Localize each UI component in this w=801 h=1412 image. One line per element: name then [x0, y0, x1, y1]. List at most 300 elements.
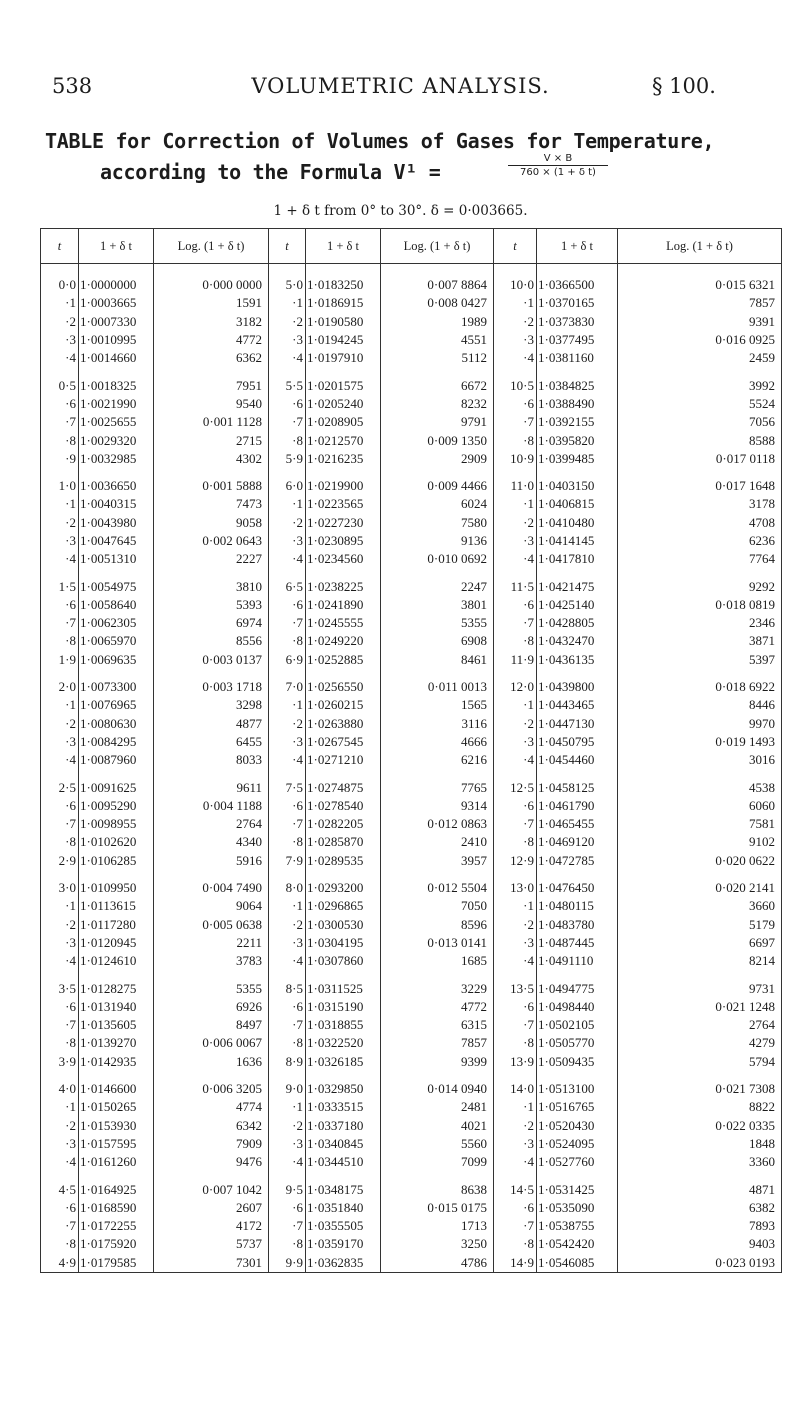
temp-cell: ·6 — [269, 998, 306, 1016]
temp-cell: ·2 — [41, 715, 79, 733]
table-row — [41, 614, 782, 632]
temp-cell: ·4 — [269, 751, 306, 769]
table-body — [41, 264, 782, 1273]
log-cell: 0·002 0643 — [154, 532, 269, 550]
table-row — [41, 815, 782, 833]
factor-cell: 1·0311525 — [306, 970, 381, 997]
table-row — [41, 916, 782, 934]
table-row — [41, 651, 782, 669]
table-row — [41, 495, 782, 513]
log-cell: 4021 — [381, 1116, 494, 1134]
table-row — [41, 349, 782, 367]
log-cell: 5916 — [154, 852, 269, 870]
log-cell: 9136 — [381, 532, 494, 550]
factor-cell: 1·0230895 — [306, 532, 381, 550]
factor-cell: 1·0469120 — [537, 833, 618, 851]
factor-cell: 1·0069635 — [79, 651, 154, 669]
log-cell: 1591 — [154, 294, 269, 312]
table-row — [41, 514, 782, 532]
factor-cell: 1·0461790 — [537, 797, 618, 815]
log-cell: 6315 — [381, 1016, 494, 1034]
running-title: VOLUMETRIC ANALYSIS. — [251, 74, 550, 98]
table-range-note: 1 + δ t from 0° to 30°. δ = 0·003665. — [273, 203, 528, 219]
factor-cell: 1·0120945 — [79, 934, 154, 952]
log-cell: 8588 — [618, 431, 782, 449]
temp-cell: 8·0 — [269, 870, 306, 897]
log-cell: 0·019 1493 — [618, 733, 782, 751]
temp-cell: ·3 — [41, 934, 79, 952]
log-cell: 6060 — [618, 797, 782, 815]
log-cell: 5737 — [154, 1235, 269, 1253]
log-cell: 2346 — [618, 614, 782, 632]
factor-cell: 1·0205240 — [306, 395, 381, 413]
log-cell: 4772 — [381, 998, 494, 1016]
temp-cell: 12·9 — [494, 852, 537, 870]
log-cell: 0·007 8864 — [381, 264, 494, 295]
table-row — [41, 797, 782, 815]
log-cell: 7099 — [381, 1153, 494, 1171]
temp-cell: ·8 — [41, 1034, 79, 1052]
col-header-log: Log. (1 + δ t) — [618, 229, 782, 264]
log-cell: 3801 — [381, 596, 494, 614]
log-cell: 0·015 6321 — [618, 264, 782, 295]
factor-cell: 1·0351840 — [306, 1199, 381, 1217]
factor-cell: 1·0131940 — [79, 998, 154, 1016]
table-row — [41, 367, 782, 394]
log-cell: 3229 — [381, 970, 494, 997]
temp-cell: ·8 — [41, 431, 79, 449]
log-cell: 0·000 0000 — [154, 264, 269, 295]
factor-cell: 1·0278540 — [306, 797, 381, 815]
factor-cell: 1·0219900 — [306, 468, 381, 495]
temp-cell: ·8 — [41, 632, 79, 650]
temp-cell: ·7 — [494, 614, 537, 632]
factor-cell: 1·0150265 — [79, 1098, 154, 1116]
factor-cell: 1·0513100 — [537, 1071, 618, 1098]
factor-cell: 1·0509435 — [537, 1053, 618, 1071]
table-row — [41, 331, 782, 349]
log-cell: 1565 — [381, 696, 494, 714]
log-cell: 9064 — [154, 897, 269, 915]
temp-cell: ·2 — [269, 1116, 306, 1134]
log-cell: 0·018 0819 — [618, 596, 782, 614]
temp-cell: ·3 — [494, 532, 537, 550]
temp-cell: ·1 — [494, 495, 537, 513]
factor-cell: 1·0458125 — [537, 769, 618, 796]
log-cell: 6236 — [618, 532, 782, 550]
temp-cell: ·7 — [494, 1016, 537, 1034]
temp-cell: 2·5 — [41, 769, 79, 796]
log-cell: 2764 — [618, 1016, 782, 1034]
temp-cell: ·3 — [269, 1135, 306, 1153]
factor-cell: 1·0109950 — [79, 870, 154, 897]
temp-cell: ·6 — [494, 797, 537, 815]
factor-cell: 1·0007330 — [79, 313, 154, 331]
log-cell: 2764 — [154, 815, 269, 833]
factor-cell: 1·0491110 — [537, 952, 618, 970]
temp-cell: 7·5 — [269, 769, 306, 796]
factor-cell: 1·0472785 — [537, 852, 618, 870]
temp-cell: 8·9 — [269, 1053, 306, 1071]
factor-cell: 1·0040315 — [79, 495, 154, 513]
factor-cell: 1·0282205 — [306, 815, 381, 833]
temp-cell: ·1 — [494, 294, 537, 312]
temp-cell: 7·0 — [269, 669, 306, 696]
factor-cell: 1·0454460 — [537, 751, 618, 769]
factor-cell: 1·0447130 — [537, 715, 618, 733]
log-cell: 3992 — [618, 367, 782, 394]
factor-cell: 1·0333515 — [306, 1098, 381, 1116]
factor-cell: 1·0505770 — [537, 1034, 618, 1052]
table-row — [41, 568, 782, 595]
log-cell: 9058 — [154, 514, 269, 532]
temp-cell: ·3 — [269, 934, 306, 952]
temp-cell: ·6 — [41, 395, 79, 413]
log-cell: 7473 — [154, 495, 269, 513]
temp-cell: ·2 — [494, 313, 537, 331]
log-cell: 8446 — [618, 696, 782, 714]
factor-cell: 1·0344510 — [306, 1153, 381, 1171]
log-cell: 8822 — [618, 1098, 782, 1116]
temp-cell: ·6 — [41, 1199, 79, 1217]
temp-cell: ·2 — [494, 916, 537, 934]
factor-cell: 1·0406815 — [537, 495, 618, 513]
log-cell: 2481 — [381, 1098, 494, 1116]
temp-cell: ·3 — [269, 733, 306, 751]
temp-cell: ·1 — [269, 495, 306, 513]
log-cell: 0·014 0940 — [381, 1071, 494, 1098]
factor-cell: 1·0520430 — [537, 1116, 618, 1134]
log-cell: 5112 — [381, 349, 494, 367]
factor-cell: 1·0032985 — [79, 450, 154, 468]
temp-cell: 11·0 — [494, 468, 537, 495]
factor-cell: 1·0245555 — [306, 614, 381, 632]
log-cell: 9391 — [618, 313, 782, 331]
factor-cell: 1·0029320 — [79, 431, 154, 449]
log-cell: 5560 — [381, 1135, 494, 1153]
factor-cell: 1·0538755 — [537, 1217, 618, 1235]
log-cell: 7857 — [618, 294, 782, 312]
temp-cell: 0·5 — [41, 367, 79, 394]
temp-cell: 9·5 — [269, 1171, 306, 1198]
log-cell: 6382 — [618, 1199, 782, 1217]
temp-cell: ·1 — [269, 1098, 306, 1116]
table-row — [41, 413, 782, 431]
temp-cell: ·3 — [41, 1135, 79, 1153]
temp-cell: ·7 — [41, 815, 79, 833]
temp-cell: ·3 — [494, 733, 537, 751]
temp-cell: ·6 — [41, 596, 79, 614]
col-header-log: Log. (1 + δ t) — [381, 229, 494, 264]
temp-cell: ·1 — [41, 1098, 79, 1116]
factor-cell: 1·0443465 — [537, 696, 618, 714]
table-header-row — [41, 229, 782, 264]
temp-cell: ·2 — [494, 514, 537, 532]
temp-cell: ·8 — [41, 1235, 79, 1253]
col-header-factor: 1 + δ t — [537, 229, 618, 264]
formula-fraction — [508, 153, 608, 178]
factor-cell: 1·0300530 — [306, 916, 381, 934]
factor-cell: 1·0318855 — [306, 1016, 381, 1034]
temp-cell: ·6 — [269, 1199, 306, 1217]
col-header-t: t — [269, 229, 306, 264]
temp-cell: ·8 — [494, 1235, 537, 1253]
log-cell: 0·021 1248 — [618, 998, 782, 1016]
temp-cell: ·2 — [494, 715, 537, 733]
log-cell: 6908 — [381, 632, 494, 650]
temp-cell: ·1 — [269, 294, 306, 312]
log-cell: 6024 — [381, 495, 494, 513]
factor-cell: 1·0355505 — [306, 1217, 381, 1235]
temp-cell: ·2 — [494, 1116, 537, 1134]
temp-cell: ·4 — [494, 751, 537, 769]
temp-cell: ·7 — [494, 1217, 537, 1235]
temp-cell: ·2 — [269, 715, 306, 733]
factor-cell: 1·0476450 — [537, 870, 618, 897]
temp-cell: ·2 — [41, 313, 79, 331]
factor-cell: 1·0000000 — [79, 264, 154, 295]
table-row — [41, 450, 782, 468]
log-cell: 5393 — [154, 596, 269, 614]
log-cell: 9292 — [618, 568, 782, 595]
factor-cell: 1·0194245 — [306, 331, 381, 349]
log-cell: 0·004 7490 — [154, 870, 269, 897]
log-cell: 2211 — [154, 934, 269, 952]
log-cell: 3178 — [618, 495, 782, 513]
factor-cell: 1·0117280 — [79, 916, 154, 934]
temp-cell: ·7 — [269, 1016, 306, 1034]
factor-cell: 1·0304195 — [306, 934, 381, 952]
log-cell: 2715 — [154, 431, 269, 449]
factor-cell: 1·0483780 — [537, 916, 618, 934]
factor-cell: 1·0197910 — [306, 349, 381, 367]
temp-cell: 4·5 — [41, 1171, 79, 1198]
table-row — [41, 715, 782, 733]
temp-cell: 5·0 — [269, 264, 306, 295]
log-cell: 8214 — [618, 952, 782, 970]
log-cell: 4172 — [154, 1217, 269, 1235]
log-cell: 1685 — [381, 952, 494, 970]
log-cell: 0·007 1042 — [154, 1171, 269, 1198]
log-cell: 6697 — [618, 934, 782, 952]
log-cell: 6974 — [154, 614, 269, 632]
temp-cell: ·3 — [269, 331, 306, 349]
factor-cell: 1·0065970 — [79, 632, 154, 650]
factor-cell: 1·0439800 — [537, 669, 618, 696]
table-row — [41, 1135, 782, 1153]
factor-cell: 1·0494775 — [537, 970, 618, 997]
log-cell: 4340 — [154, 833, 269, 851]
factor-cell: 1·0087960 — [79, 751, 154, 769]
log-cell: 2247 — [381, 568, 494, 595]
log-cell: 4871 — [618, 1171, 782, 1198]
temp-cell: 2·9 — [41, 852, 79, 870]
factor-cell: 1·0399485 — [537, 450, 618, 468]
log-cell: 0·022 0335 — [618, 1116, 782, 1134]
log-cell: 5524 — [618, 395, 782, 413]
factor-cell: 1·0223565 — [306, 495, 381, 513]
table-row — [41, 1098, 782, 1116]
factor-cell: 1·0208905 — [306, 413, 381, 431]
factor-cell: 1·0095290 — [79, 797, 154, 815]
factor-cell: 1·0238225 — [306, 568, 381, 595]
table-row — [41, 1034, 782, 1052]
factor-cell: 1·0289535 — [306, 852, 381, 870]
log-cell: 5397 — [618, 651, 782, 669]
log-cell: 1636 — [154, 1053, 269, 1071]
temp-cell: ·4 — [41, 349, 79, 367]
factor-cell: 1·0249220 — [306, 632, 381, 650]
temp-cell: ·3 — [41, 331, 79, 349]
factor-cell: 1·0179585 — [79, 1254, 154, 1273]
table-row — [41, 395, 782, 413]
log-cell: 1713 — [381, 1217, 494, 1235]
temp-cell: 0·0 — [41, 264, 79, 295]
log-cell: 9403 — [618, 1235, 782, 1253]
factor-cell: 1·0498440 — [537, 998, 618, 1016]
log-cell: 4708 — [618, 514, 782, 532]
temp-cell: ·7 — [269, 413, 306, 431]
table-row — [41, 1217, 782, 1235]
log-cell: 0·009 4466 — [381, 468, 494, 495]
temp-cell: ·4 — [41, 1153, 79, 1171]
log-cell: 5355 — [154, 970, 269, 997]
factor-cell: 1·0036650 — [79, 468, 154, 495]
factor-cell: 1·0403150 — [537, 468, 618, 495]
temp-cell: ·4 — [494, 349, 537, 367]
temp-cell: 5·5 — [269, 367, 306, 394]
log-cell: 0·018 6922 — [618, 669, 782, 696]
temp-cell: ·2 — [41, 514, 79, 532]
table-row — [41, 294, 782, 312]
log-cell: 3871 — [618, 632, 782, 650]
log-cell: 3182 — [154, 313, 269, 331]
log-cell: 3783 — [154, 952, 269, 970]
log-cell: 0·006 0067 — [154, 1034, 269, 1052]
log-cell: 6672 — [381, 367, 494, 394]
log-cell: 0·015 0175 — [381, 1199, 494, 1217]
factor-cell: 1·0234560 — [306, 550, 381, 568]
log-cell: 4774 — [154, 1098, 269, 1116]
log-cell: 8461 — [381, 651, 494, 669]
log-cell: 7056 — [618, 413, 782, 431]
temp-cell: ·4 — [41, 952, 79, 970]
log-cell: 0·003 0137 — [154, 651, 269, 669]
temp-cell: ·6 — [269, 596, 306, 614]
log-cell: 9399 — [381, 1053, 494, 1071]
log-cell: 0·008 0427 — [381, 294, 494, 312]
temp-cell: ·2 — [269, 916, 306, 934]
factor-cell: 1·0201575 — [306, 367, 381, 394]
log-cell: 7893 — [618, 1217, 782, 1235]
log-cell: 0·012 5504 — [381, 870, 494, 897]
factor-cell: 1·0428805 — [537, 614, 618, 632]
temp-cell: ·1 — [41, 897, 79, 915]
log-cell: 8232 — [381, 395, 494, 413]
temp-cell: ·1 — [269, 696, 306, 714]
temp-cell: ·3 — [494, 1135, 537, 1153]
log-cell: 6216 — [381, 751, 494, 769]
factor-cell: 1·0102620 — [79, 833, 154, 851]
temp-cell: ·6 — [269, 395, 306, 413]
factor-cell: 1·0274875 — [306, 769, 381, 796]
factor-cell: 1·0359170 — [306, 1235, 381, 1253]
factor-cell: 1·0546085 — [537, 1254, 618, 1273]
factor-cell: 1·0373830 — [537, 313, 618, 331]
factor-cell: 1·0080630 — [79, 715, 154, 733]
temp-cell: ·8 — [269, 632, 306, 650]
log-cell: 3250 — [381, 1235, 494, 1253]
temp-cell: ·8 — [494, 431, 537, 449]
col-header-factor: 1 + δ t — [306, 229, 381, 264]
factor-cell: 1·0014660 — [79, 349, 154, 367]
factor-cell: 1·0135605 — [79, 1016, 154, 1034]
log-cell: 8033 — [154, 751, 269, 769]
table-subtitle: according to the Formula V¹ = — [100, 160, 441, 184]
temp-cell: 1·9 — [41, 651, 79, 669]
temp-cell: 2·0 — [41, 669, 79, 696]
factor-cell: 1·0161260 — [79, 1153, 154, 1171]
log-cell: 9791 — [381, 413, 494, 431]
factor-cell: 1·0340845 — [306, 1135, 381, 1153]
factor-cell: 1·0414145 — [537, 532, 618, 550]
factor-cell: 1·0256550 — [306, 669, 381, 696]
log-cell: 7050 — [381, 897, 494, 915]
factor-cell: 1·0003665 — [79, 294, 154, 312]
log-cell: 7857 — [381, 1034, 494, 1052]
log-cell: 0·016 0925 — [618, 331, 782, 349]
factor-cell: 1·0047645 — [79, 532, 154, 550]
factor-cell: 1·0381160 — [537, 349, 618, 367]
table-title: TABLE for Correction of Volumes of Gases for Temperature, — [45, 129, 715, 153]
factor-cell: 1·0465455 — [537, 815, 618, 833]
temp-cell: 10·5 — [494, 367, 537, 394]
factor-cell: 1·0139270 — [79, 1034, 154, 1052]
temp-cell: ·4 — [494, 952, 537, 970]
temp-cell: 13·5 — [494, 970, 537, 997]
factor-cell: 1·0370165 — [537, 294, 618, 312]
log-cell: 4786 — [381, 1254, 494, 1273]
factor-cell: 1·0296865 — [306, 897, 381, 915]
log-cell: 3957 — [381, 852, 494, 870]
temp-cell: ·6 — [494, 596, 537, 614]
col-header-t: t — [41, 229, 79, 264]
log-cell: 9540 — [154, 395, 269, 413]
log-cell: 8596 — [381, 916, 494, 934]
factor-cell: 1·0348175 — [306, 1171, 381, 1198]
factor-cell: 1·0436135 — [537, 651, 618, 669]
factor-cell: 1·0084295 — [79, 733, 154, 751]
table-row — [41, 313, 782, 331]
log-cell: 5355 — [381, 614, 494, 632]
temp-cell: ·4 — [269, 550, 306, 568]
factor-cell: 1·0293200 — [306, 870, 381, 897]
temp-cell: ·8 — [269, 1034, 306, 1052]
table-row — [41, 669, 782, 696]
temp-cell: 12·0 — [494, 669, 537, 696]
log-cell: 3016 — [618, 751, 782, 769]
factor-cell: 1·0051310 — [79, 550, 154, 568]
factor-cell: 1·0502105 — [537, 1016, 618, 1034]
log-cell: 3360 — [618, 1153, 782, 1171]
log-cell: 1848 — [618, 1135, 782, 1153]
log-cell: 2607 — [154, 1199, 269, 1217]
temp-cell: ·4 — [41, 550, 79, 568]
temp-cell: ·8 — [269, 1235, 306, 1253]
factor-cell: 1·0142935 — [79, 1053, 154, 1071]
table-row — [41, 998, 782, 1016]
factor-cell: 1·0073300 — [79, 669, 154, 696]
